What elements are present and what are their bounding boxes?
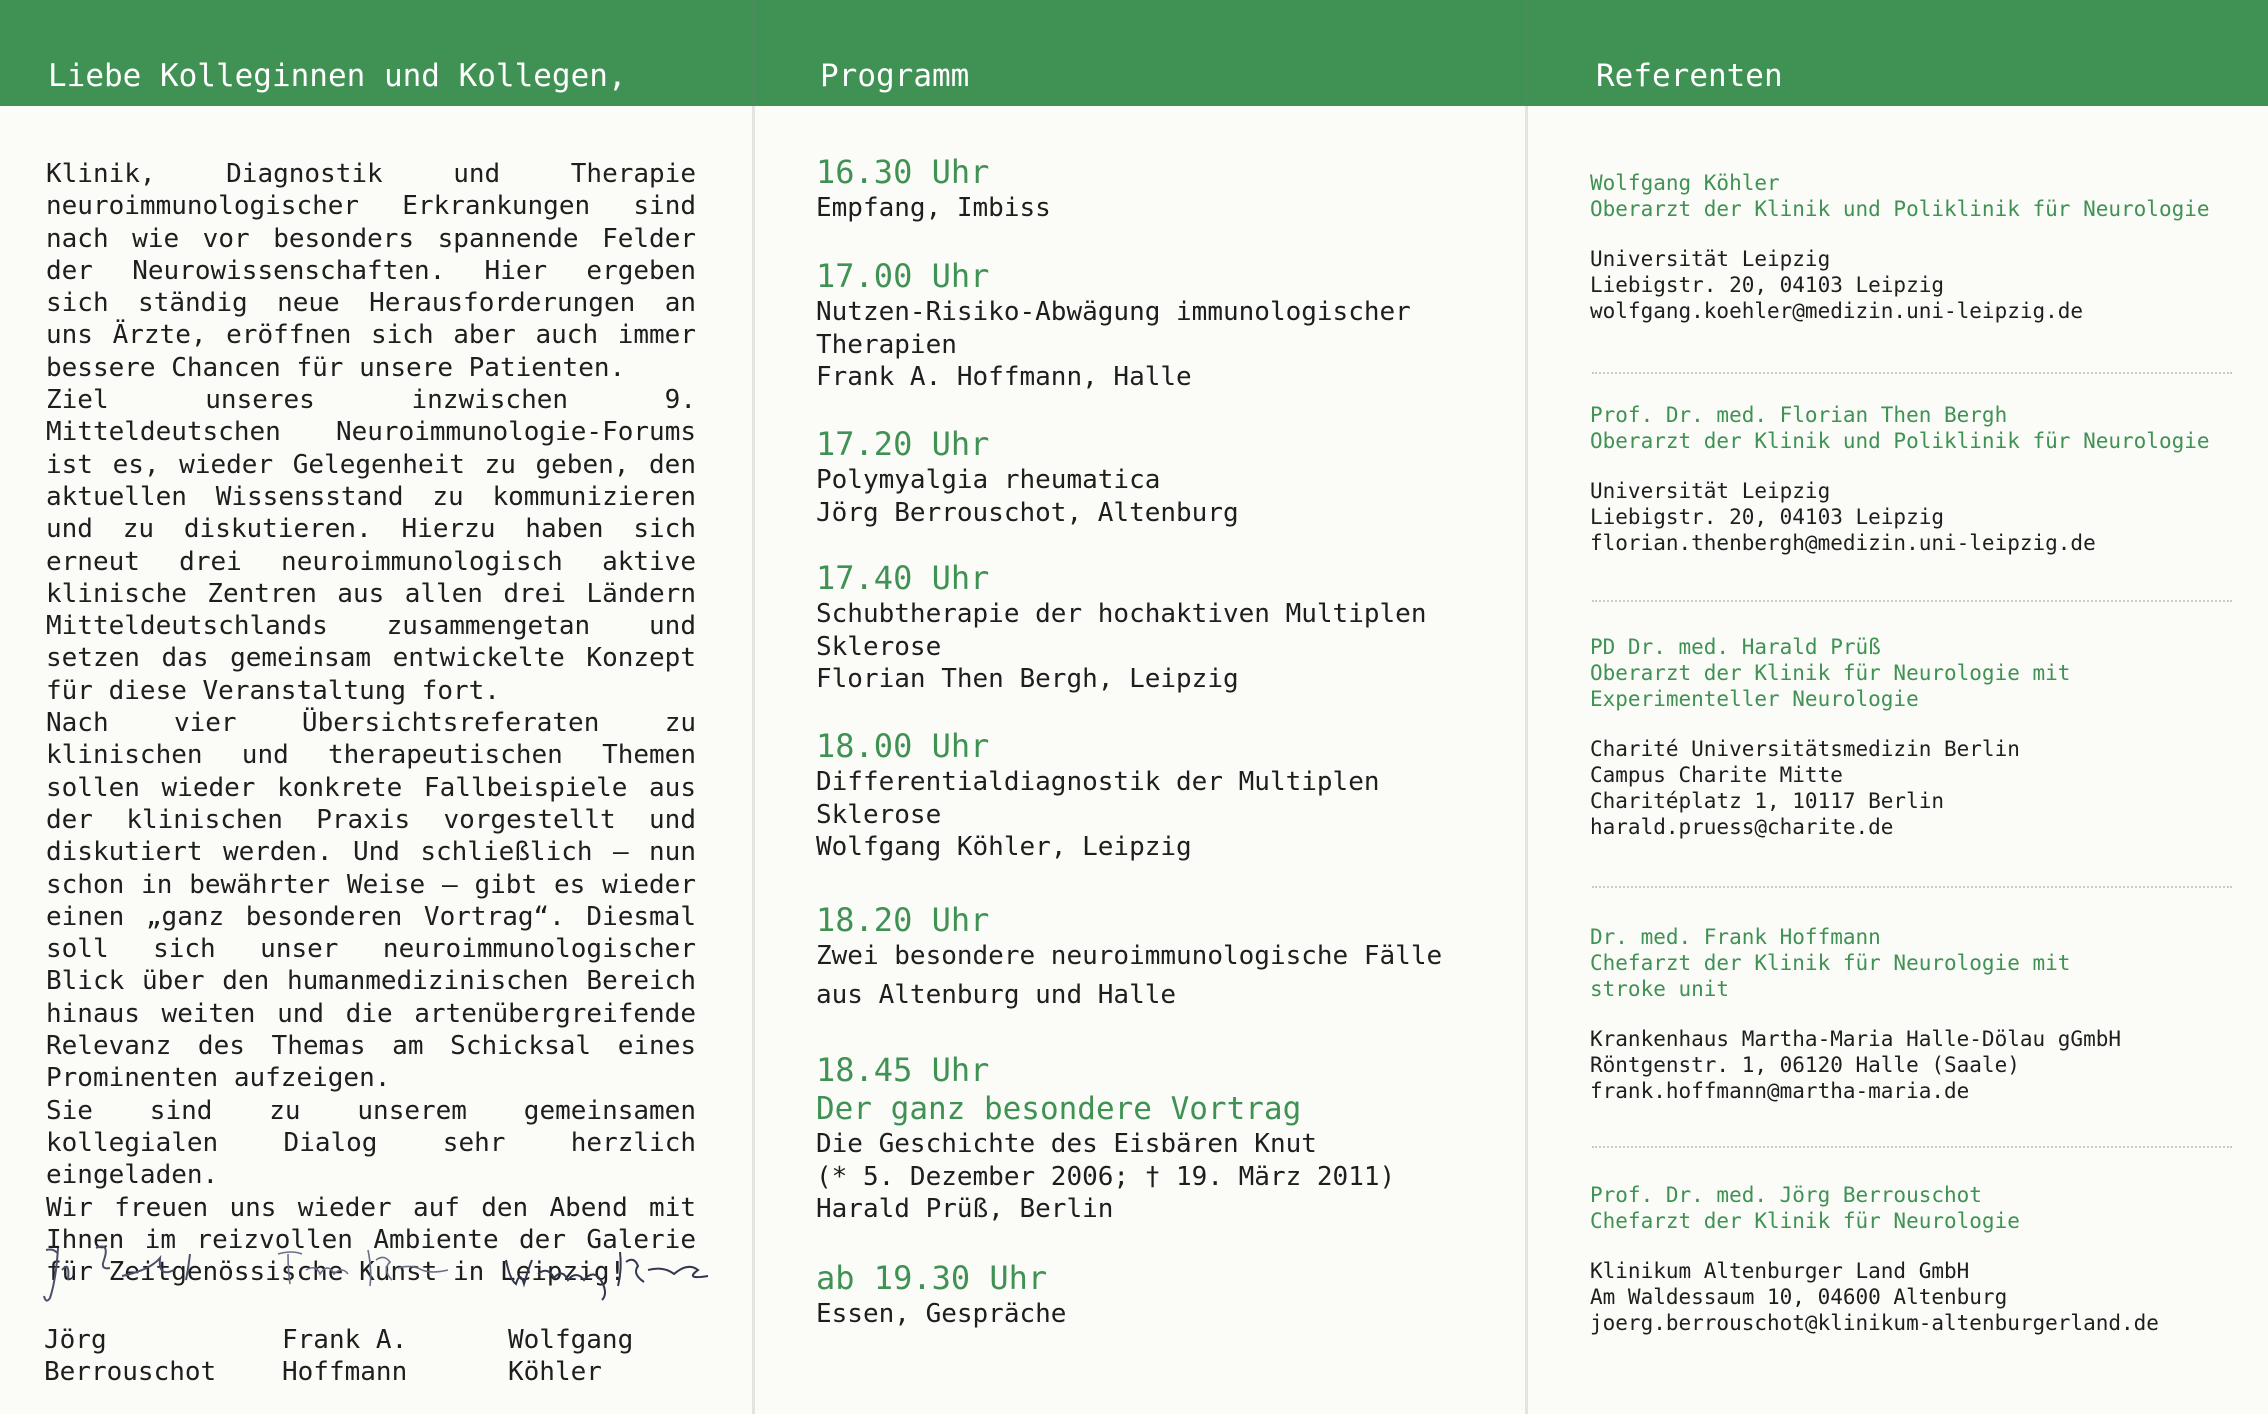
signatory-last: Hoffmann <box>282 1357 408 1387</box>
speaker-role: Chefarzt der Klinik für Neurologie <box>1590 1209 2020 1233</box>
speaker-role: Oberarzt der Klinik und Poliklinik für Neurologie <box>1590 429 2210 453</box>
program-time: 17.20 Uhr <box>816 425 990 463</box>
speaker-role: stroke unit <box>1590 977 1730 1001</box>
signatory <box>44 1324 264 1388</box>
program-line: Frank A. Hoffmann, Halle <box>816 362 1192 392</box>
program-time: ab 19.30 Uhr <box>816 1259 1048 1297</box>
intro-paragraph: Wir freuen uns wieder auf den Abend mit Ihnen im reizvollen Ambiente der Galerie für Zeitgenössische Kunst in Leipzig! <box>46 1192 696 1288</box>
speaker-address-line: Krankenhaus Martha-Maria Halle-Dölau gGmbH <box>1590 1027 2122 1051</box>
speaker-address-line: Liebigstr. 20, 04103 Leipzig <box>1590 505 1945 529</box>
speaker-entry <box>1590 924 2250 1104</box>
signature-hoffmann <box>272 1240 472 1310</box>
signatory <box>508 1324 728 1388</box>
program-time: 17.00 Uhr <box>816 257 990 295</box>
program-line: (* 5. Dezember 2006; † 19. März 2011) <box>816 1161 1396 1192</box>
signatures <box>40 1240 740 1310</box>
speaker-role: Experimenteller Neurologie <box>1590 687 1919 711</box>
program-line: Florian Then Bergh, Leipzig <box>816 664 1239 694</box>
speaker-email: joerg.berrouschot@klinikum-altenburgerland.de <box>1590 1311 2159 1335</box>
speaker-address-line: Röntgenstr. 1, 06120 Halle (Saale) <box>1590 1053 2020 1077</box>
program-line: Harald Prüß, Berlin <box>816 1194 1114 1224</box>
program-line: Empfang, Imbiss <box>816 193 1051 223</box>
speaker-address-line: Charité Universitätsmedizin Berlin <box>1590 737 2020 761</box>
speaker-address-line: Liebigstr. 20, 04103 Leipzig <box>1590 273 1945 297</box>
program-heading: Programm <box>820 58 970 94</box>
speaker-role: Chefarzt der Klinik für Neurologie mit <box>1590 951 2071 975</box>
intro-paragraph: Sie sind zu unserem gemeinsamen kollegialen Dialog sehr herzlich eingeladen. <box>46 1095 696 1191</box>
intro-heading: Liebe Kolleginnen und Kollegen, <box>48 58 627 94</box>
program-time: 18.20 Uhr <box>816 901 990 939</box>
speaker-separator <box>1592 372 2232 374</box>
speaker-address-line: Klinikum Altenburger Land GmbH <box>1590 1259 1970 1283</box>
program-line: Essen, Gespräche <box>816 1299 1067 1329</box>
program-line: Jörg Berrouschot, Altenburg <box>816 497 1239 528</box>
signatory <box>282 1324 502 1388</box>
signatory-last: Köhler <box>508 1357 602 1387</box>
speaker-address-line: Universität Leipzig <box>1590 479 1831 503</box>
speaker-email: florian.thenbergh@medizin.uni-leipzig.de <box>1590 531 2096 555</box>
program-line: Nutzen-Risiko-Abwägung immunologischer <box>816 297 1411 327</box>
speaker-separator <box>1592 886 2232 888</box>
program-item <box>816 152 1496 225</box>
intro-paragraph: Klinik, Diagnostik und Therapie neuroimmunologischer Erkrankungen sind nach wie vor besonders spannende Felder der Neurowissenschaften. Hier ergeben sich ständig neue Herausforderungen an uns Ärzte, eröffnen sich aber auch immer bessere Chancen für unsere Patienten. <box>46 159 696 383</box>
program-line: Sklerose <box>816 631 942 662</box>
program-item <box>816 424 1496 529</box>
program-time: 17.40 Uhr <box>816 559 990 597</box>
program-time: 18.00 Uhr <box>816 727 990 765</box>
speaker-name: Prof. Dr. med. Jörg Berrouschot <box>1590 1183 1982 1207</box>
program-line: Wolfgang Köhler, Leipzig <box>816 832 1192 862</box>
program-line: Schubtherapie der hochaktiven Multiplen <box>816 599 1427 629</box>
speaker-entry <box>1590 402 2250 556</box>
program-time: 18.45 Uhr <box>816 1051 990 1089</box>
program-line: Differentialdiagnostik der Multiplen <box>816 767 1380 797</box>
signatory-first: Jörg <box>44 1325 107 1355</box>
program-item <box>816 900 1496 1011</box>
program-special-title: Der ganz besondere Vortrag <box>816 1091 1302 1127</box>
fold-line <box>752 0 755 1414</box>
program-item <box>816 256 1496 394</box>
program-line: Zwei besondere neuroimmunologische Fälle <box>816 941 1443 971</box>
speaker-role: Oberarzt der Klinik für Neurologie mit <box>1590 661 2071 685</box>
program-item <box>816 1258 1496 1331</box>
signatory-last: Berrouschot <box>44 1357 217 1387</box>
speaker-role: Oberarzt der Klinik und Poliklinik für Neurologie <box>1590 197 2210 221</box>
intro-paragraph: Ziel unseres inzwischen 9. Mitteldeutschen Neuroimmunologie-Forums ist es, wieder Gelegenheit zu geben, den aktuellen Wissensstand zu kommunizieren und zu diskutieren. Hierzu haben sich erneut drei neuroimmunologisch aktive klinische Zentren aus allen drei Ländern Mitteldeutschlands zusammengetan und setzen das gemeinsam entwickelte Konzept für diese Veranstaltung fort. <box>46 385 696 706</box>
intro-letter <box>46 158 696 1288</box>
speaker-address-line: Campus Charite Mitte <box>1590 763 1843 787</box>
speaker-name: PD Dr. med. Harald Prüß <box>1590 635 1881 659</box>
speaker-entry <box>1590 170 2250 324</box>
program-line: Therapien <box>816 329 957 360</box>
program-line: aus Altenburg und Halle <box>816 979 1177 1010</box>
speaker-name: Wolfgang Köhler <box>1590 171 1780 195</box>
program-item <box>816 726 1496 864</box>
speaker-email: wolfgang.koehler@medizin.uni-leipzig.de <box>1590 299 2084 323</box>
program-time: 16.30 Uhr <box>816 153 990 191</box>
program-line: Sklerose <box>816 799 942 830</box>
program-line: Die Geschichte des Eisbären Knut <box>816 1129 1317 1159</box>
program-item <box>816 558 1496 696</box>
speaker-entry <box>1590 1182 2250 1336</box>
fold-line <box>1525 0 1528 1414</box>
program-item <box>816 1050 1496 1226</box>
speaker-name: Prof. Dr. med. Florian Then Bergh <box>1590 403 2008 427</box>
intro-paragraph: Nach vier Übersichtsreferaten zu klinischen und therapeutischen Themen sollen wieder konkrete Fallbeispiele aus der klinischen Praxis vorgestellt und diskutiert werden. Und schließlich – nun schon in bewährter Weise – gibt es wieder einen „ganz besonderen Vortrag“. Diesmal soll sich unser neuroimmunologischer Blick über den humanmedizinischen Bereich hinaus weiten und die artenübergreifende Relevanz des Themas am Schicksal eines Prominenten aufzeigen. <box>46 708 696 1094</box>
signature-berrouschot <box>40 1240 240 1310</box>
speaker-address-line: Universität Leipzig <box>1590 247 1831 271</box>
speaker-separator <box>1592 1146 2232 1148</box>
speaker-email: harald.pruess@charite.de <box>1590 815 1894 839</box>
speaker-address-line: Charitéplatz 1, 10117 Berlin <box>1590 789 1945 813</box>
program-line: Polymyalgia rheumatica <box>816 465 1161 495</box>
signatory-first: Wolfgang <box>508 1325 634 1355</box>
signatory-first: Frank A. <box>282 1325 408 1355</box>
speaker-address-line: Am Waldessaum 10, 04600 Altenburg <box>1590 1285 2008 1309</box>
signature-koehler <box>498 1240 738 1310</box>
speaker-entry <box>1590 634 2250 840</box>
speaker-separator <box>1592 600 2232 602</box>
speaker-email: frank.hoffmann@martha-maria.de <box>1590 1079 1970 1103</box>
speakers-heading: Referenten <box>1596 58 1783 94</box>
speaker-name: Dr. med. Frank Hoffmann <box>1590 925 1881 949</box>
